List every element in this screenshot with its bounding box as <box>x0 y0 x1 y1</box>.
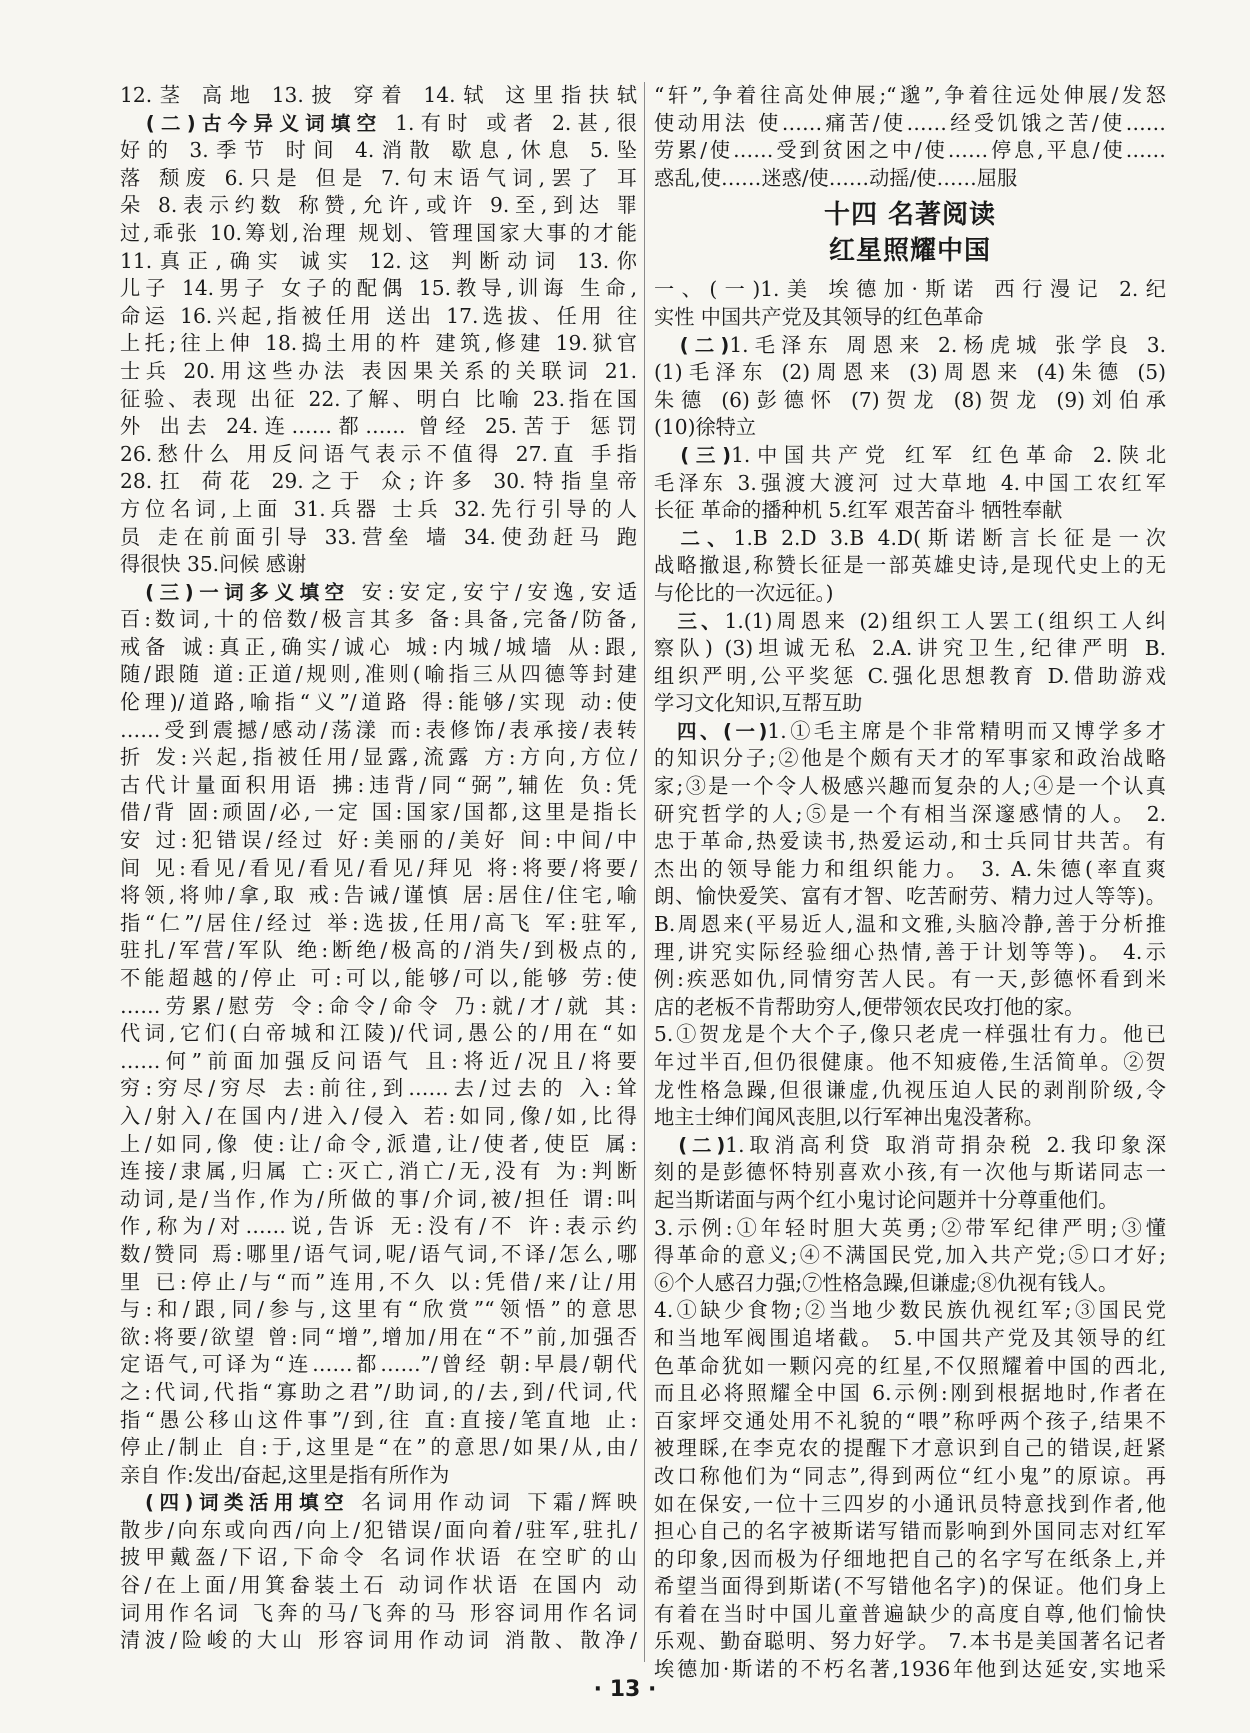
line-text: 古代计量面积用语 拂:违背/同“弼”,辅佐 负:凭 <box>120 772 637 797</box>
line-text: 实性 中国共产党及其领导的红色革命 <box>654 304 984 329</box>
text-line <box>654 690 1166 718</box>
line-text: 士兵 20.用这些办法 表因果关系的关联词 21. <box>120 358 637 383</box>
text-line <box>654 994 1166 1022</box>
line-text: 学习文化知识,互帮互助 <box>654 691 863 716</box>
text-line <box>654 1546 1166 1574</box>
line-text: 1.中国共产党 红军 红色革命 2.陕北 <box>731 442 1167 467</box>
text-line <box>120 965 637 993</box>
text-line <box>654 1628 1166 1656</box>
text-line <box>654 1601 1166 1629</box>
line-text: 希望当面得到斯诺(不写错他名字)的保证。他们身上 <box>654 1574 1166 1599</box>
line-text: 如在保安,一位十三四岁的小通讯员特意找到作者,他 <box>654 1491 1166 1516</box>
text-line <box>654 304 1166 332</box>
text-line <box>120 910 637 938</box>
text-line <box>654 332 1166 360</box>
line-text: 朗、愉快爱笑、富有才智、吃苦耐劳、精力过人等等)。 <box>654 884 1166 909</box>
text-line <box>120 137 637 165</box>
line-text: 停止/制止 自:于,这里是“在”的意思/如果/从,由/ <box>120 1435 637 1460</box>
text-line <box>120 1407 637 1435</box>
line-text: 长征 革命的播种机 5.红军 艰苦奋斗 牺牲奉献 <box>654 498 1063 523</box>
text-line <box>120 551 637 579</box>
line-text: 安 过:犯错误/经过 好:美丽的/美好 间:中间/中 <box>120 828 637 853</box>
line-text: 龙性格急躁,但很谦虚,仇视压迫人民的剥削阶级,令 <box>654 1077 1166 1102</box>
column-divider <box>644 82 645 1662</box>
text-line <box>120 496 637 524</box>
text-line <box>120 772 637 800</box>
line-text: 散步/向东或向西/向上/犯错误/面向着/驻军,驻扎/ <box>120 1517 637 1542</box>
text-line <box>120 192 637 220</box>
left-column <box>120 82 637 1655</box>
line-text: 之:代词,代指“寡助之君”/助词,的/去,到/代词,代 <box>120 1379 637 1404</box>
line-text: 入/射入/在国内/进入/侵入 若:如同,像/如,比得 <box>120 1103 637 1128</box>
text-line <box>654 580 1166 608</box>
text-line <box>120 1048 637 1076</box>
text-line <box>654 1491 1166 1519</box>
text-line <box>120 1241 637 1269</box>
line-text: 征验、表现 出征 22.了解、明白 比喻 23.指在国 <box>120 386 637 411</box>
text-line <box>654 1021 1166 1049</box>
text-line <box>654 1187 1166 1215</box>
line-text: 名词用作动词 下霜/辉映 <box>349 1490 637 1515</box>
line-text: 地主士绅们闻风丧胆,以行军神出鬼没著称。 <box>654 1105 1044 1130</box>
line-text: 1.①毛主席是个非常精明而又博学多才 <box>767 718 1166 743</box>
line-text: 亲自 作:发出/奋起,这里是指有所作为 <box>120 1462 450 1487</box>
text-line <box>654 911 1166 939</box>
text-line <box>120 1351 637 1379</box>
text-line <box>654 608 1166 636</box>
line-text: 员 走在前面引导 33.营垒 墙 34.使劲赶马 跑 <box>120 524 637 549</box>
text-line <box>654 966 1166 994</box>
text-line <box>654 276 1166 304</box>
line-text: 得革命的意义;④不满国民党,加入共产党;⑤口才好; <box>654 1243 1166 1268</box>
text-line <box>654 745 1166 773</box>
line-text: 1.取消高利贷 取消苛捐杂税 2.我印象深 <box>725 1132 1167 1157</box>
section-title: 十四 名著阅读 <box>823 200 997 231</box>
line-text: 惑乱,使……迷惑/使……动摇/使……屈服 <box>654 165 1018 190</box>
text-line <box>654 1270 1166 1298</box>
line-text: 将领,将帅/拿,取 戒:告诫/谨慎 居:居住/住宅,喻 <box>120 883 637 908</box>
line-text: 改口称他们为“同志”,得到两位“红小鬼”的原谅。再 <box>654 1463 1166 1488</box>
line-text: 朱德 (6)彭德怀 (7)贺龙 (8)贺龙 (9)刘伯承 <box>654 387 1166 412</box>
text-line <box>120 579 637 607</box>
line-text: 26.愁什么 用反问语气表示不值得 27.直 手指 <box>120 441 637 466</box>
text-line <box>654 552 1166 580</box>
line-text: 指“仁”/居住/经过 举:选拔,任用/高飞 军:驻军, <box>120 910 637 935</box>
line-text: 战略撤退,称赞长征是一部英雄史诗,是现代史上的无 <box>654 553 1166 578</box>
text-line <box>654 137 1166 165</box>
line-text: 而且必将照耀全中国 6.示例:刚到根据地时,作者在 <box>654 1381 1166 1406</box>
text-line <box>120 1462 637 1490</box>
line-text: 定语气,可译为“连……都……”/曾经 朝:早晨/朝代 <box>120 1352 637 1377</box>
text-line <box>654 856 1166 884</box>
line-text: 朵 8.表示约数 称赞,允许,或许 9.至,到达 罪 <box>120 193 637 218</box>
text-line <box>654 110 1166 138</box>
line-text: 间 见:看见/看见/看见/看见/拜见 将:将要/将要/ <box>120 855 637 880</box>
subsection-heading: (二) <box>654 1133 726 1157</box>
line-text: 百:数词,十的倍数/极言其多 备:具备,完备/防备, <box>120 607 637 632</box>
line-text: (1)毛泽东 (2)周恩来 (3)周恩来 (4)朱德 (5) <box>654 360 1166 385</box>
line-text: 年过半百,但仍很健康。他不知疲倦,生活简单。②贺 <box>654 1050 1166 1074</box>
text-line <box>654 165 1166 193</box>
line-text: 家;③是一个令人极感兴趣而复杂的人;④是一个认真 <box>654 774 1166 799</box>
line-text: “轩”,争着往高处伸展;“邈”,争着往远处伸展/发怒 <box>654 83 1166 107</box>
text-line <box>654 1573 1166 1601</box>
line-text: 好的 3.季节 时间 4.消散 歇息,休息 5.坠 <box>120 138 637 163</box>
right-column <box>654 82 1166 1684</box>
subsection-heading: 三、 <box>654 609 725 633</box>
text-line <box>120 717 637 745</box>
text-line <box>120 1627 637 1655</box>
line-text: 有着在当时中国儿童普遍缺少的高度自尊,他们愉快 <box>654 1601 1166 1626</box>
text-line <box>654 1077 1166 1105</box>
text-line <box>654 414 1166 442</box>
text-line <box>654 525 1166 553</box>
line-text: 借/背 固:顽固/必,一定 国:国家/国都,这里是指长 <box>120 800 637 825</box>
text-line <box>654 1353 1166 1381</box>
line-text: 的知识分子;②他是个颇有天才的军事家和政治战略 <box>654 746 1166 771</box>
text-line <box>654 773 1166 801</box>
right-column-top <box>654 82 1166 192</box>
text-line <box>120 1600 637 1628</box>
text-line <box>120 1324 637 1352</box>
line-text: 命运 16.兴起,指被任用 送出 17.选拔、任用 往 <box>120 303 637 328</box>
line-text: 的印象,因而极为仔细地把自己的名字写在纸条上,并 <box>654 1546 1166 1571</box>
text-line <box>654 387 1166 415</box>
text-line <box>654 883 1166 911</box>
text-line <box>654 828 1166 856</box>
text-line <box>120 855 637 883</box>
line-text: 起当斯诺面与两个红小鬼讨论问题并十分尊重他们。 <box>654 1187 1119 1212</box>
line-text: 例:疾恶如仇,同情穷苦人民。有一天,彭德怀看到米 <box>654 967 1166 992</box>
text-line <box>120 661 637 689</box>
text-line <box>120 1103 637 1131</box>
text-line <box>120 468 637 496</box>
text-line <box>654 1325 1166 1353</box>
line-text: 数/赞同 焉:哪里/语气词,呢/语气词,不译/怎么,哪 <box>120 1241 637 1266</box>
text-line <box>120 882 637 910</box>
text-line <box>120 441 637 469</box>
text-line <box>120 165 637 193</box>
text-line <box>120 1489 637 1517</box>
line-text: 清波/险峻的大山 形容词用作动词 消散、散净/ <box>120 1628 637 1653</box>
line-text: 刻的是彭德怀特别喜欢小孩,有一次他与斯诺同志一 <box>654 1160 1166 1185</box>
line-text: ……受到震撼/感动/荡漾 而:表修饰/表承接/表转 <box>120 717 637 742</box>
line-text: 研究哲学的人;⑤是一个有相当深邃感情的人。 2. <box>654 801 1166 826</box>
text-line <box>120 303 637 331</box>
text-line <box>120 1379 637 1407</box>
line-text: 1.(1)周恩来 (2)组织工人罢工(组织工人纠 <box>724 608 1166 633</box>
line-text: 百家坪交通处用不礼貌的“喂”称呼两个孩子,结果不 <box>654 1408 1166 1433</box>
line-text: 5.①贺龙是个大个子,像只老虎一样强壮有力。他已 <box>654 1022 1166 1047</box>
line-text: 1.B 2.D 3.B 4.D(斯诺断言长征是一次 <box>733 525 1166 550</box>
line-text: 连接/隶属,归属 亡:灭亡,消亡/无,没有 为:判断 <box>120 1159 637 1184</box>
text-line <box>654 1380 1166 1408</box>
line-text: 组织严明,公平奖惩 C.强化思想教育 D.借助游戏 <box>654 663 1166 688</box>
text-line <box>654 801 1166 829</box>
text-line <box>120 1213 637 1241</box>
line-text: ……何”前面加强反问语气 且:将近/况且/将要 <box>120 1048 637 1073</box>
text-line <box>120 1075 637 1103</box>
text-line <box>654 442 1166 470</box>
text-line <box>654 1435 1166 1463</box>
line-text: 与伦比的一次远征。) <box>654 580 834 605</box>
line-text: 理,讲究实际经验细心热情,善于计划等等)。 4.示 <box>654 939 1166 964</box>
line-text: 代词,它们(白帝城和江陵)/代词,愚公的/用在“如 <box>120 1021 637 1046</box>
text-line <box>120 744 637 772</box>
line-text: 欲:将要/欲望 曾:同“增”,增加/用在“不”前,加强否 <box>120 1324 637 1349</box>
subsection-heading: (三) <box>654 443 732 467</box>
text-line <box>120 634 637 662</box>
line-text: 穷:穷尽/穷尽 去:前往,到……去/过去的 入:耸 <box>120 1076 637 1101</box>
line-text: 落 颓废 6.只是 但是 7.句末语气词,罢了 耳 <box>120 165 637 190</box>
line-text: 店的老板不肯帮助穷人,便带领农民攻打他的家。 <box>654 994 1085 1019</box>
text-line <box>120 1131 637 1159</box>
line-text: 杰出的领导能力和组织能力。 3. A.朱德(率直爽 <box>654 856 1166 881</box>
line-text: 里 已:停止/与“而”连用,不久 以:凭借/来/让/用 <box>120 1269 637 1294</box>
text-line <box>654 1132 1166 1160</box>
text-line <box>654 1518 1166 1546</box>
text-line <box>120 1296 637 1324</box>
text-line <box>120 1158 637 1186</box>
line-text: 伦理)/道路,喻指“义”/道路 得:能够/实现 动:使 <box>120 690 637 715</box>
subsection-heading: 四、(一) <box>654 719 768 743</box>
line-text: 和当地军阀围追堵截。 5.中国共产党及其领导的红 <box>654 1325 1166 1350</box>
line-text: 外 出去 24.连……都…… 曾经 25.苦于 惩罚 <box>120 414 637 439</box>
text-line <box>654 1297 1166 1325</box>
line-text: 与:和/跟,同/参与,这里有“欣赏”“领悟”的意思 <box>120 1297 637 1322</box>
text-line <box>654 82 1166 110</box>
text-line <box>654 1463 1166 1491</box>
text-line <box>654 1242 1166 1270</box>
line-text: 28.扛 荷花 29.之于 众;许多 30.特指皇帝 <box>120 469 637 494</box>
text-line <box>654 359 1166 387</box>
subsection-heading: (二) <box>654 333 730 357</box>
line-text: 驻扎/军营/军队 绝:断绝/极高的/消失/到极点的, <box>120 938 637 963</box>
line-text: 劳累/使……受到贫困之中/使……停息,平息/使…… <box>654 138 1166 163</box>
line-text: (10)徐特立 <box>654 415 757 440</box>
line-text: 12.茎 高地 13.披 穿着 14.轼 这里指扶轼 <box>120 83 637 107</box>
text-line <box>120 1269 637 1297</box>
line-text: 指“愚公移山这件事”/到,往 直:直接/笔直地 止: <box>120 1407 637 1432</box>
subsection-heading: (四)词类活用填空 <box>120 1491 350 1515</box>
line-text: 埃德加·斯诺的不朽名著,1936年他到达延安,实地采 <box>654 1657 1166 1682</box>
line-text: 随/跟随 道:正道/规则,准则(喻指三从四德等封建 <box>120 662 637 687</box>
text-line <box>120 1020 637 1048</box>
text-line <box>120 275 637 303</box>
line-text: 上/如同,像 使:让/命令,派遣,让/使者,使臣 属: <box>120 1131 637 1156</box>
line-text: 色革命犹如一颗闪亮的红星,不仅照耀着中国的西北, <box>654 1353 1166 1378</box>
subsection-heading: 二、 <box>654 526 734 550</box>
line-text: 1.毛泽东 周恩来 2.杨虎城 张学良 3. <box>729 332 1167 357</box>
line-text: 乐观、勤奋聪明、努力好学。 7.本书是美国著名记者 <box>654 1629 1166 1654</box>
text-line <box>120 82 637 110</box>
text-line <box>120 110 637 138</box>
line-text: 得很快 35.问候 感谢 <box>120 552 307 577</box>
text-line <box>120 413 637 441</box>
right-column-main <box>654 276 1166 1683</box>
line-text: 上托;往上伸 18.捣土用的杵 建筑,修建 19.狱官 <box>120 331 637 356</box>
line-text: 被理睬,在李克农的提醒下才意识到自己的错误,赶紧 <box>654 1436 1166 1461</box>
text-line <box>120 248 637 276</box>
text-line <box>120 689 637 717</box>
text-line <box>120 1572 637 1600</box>
text-line <box>654 939 1166 967</box>
page-number: · 13 · <box>593 1677 657 1702</box>
text-line <box>120 606 637 634</box>
line-text: B.周恩来(平易近人,温和文雅,头脑冷静,善于分析推 <box>654 912 1166 937</box>
line-text: 4.①缺少食物;②当地少数民族仇视红军;③国民党 <box>654 1298 1166 1323</box>
line-text: ⑥个人感召力强;⑦性格急躁,但谦虚;⑧仇视有钱人。 <box>654 1270 1119 1295</box>
line-text: 儿子 14.男子 女子的配偶 15.教导,训诲 生命, <box>120 276 637 301</box>
subsection-heading: (二)古今异义词填空 <box>120 111 383 135</box>
text-line <box>120 524 637 552</box>
line-text: 3.示例:①年轻时胆大英勇;②带军纪律严明;③懂 <box>654 1215 1166 1240</box>
text-line <box>120 1517 637 1545</box>
line-text: 使动用法 使……痛苦/使……经受饥饿之苦/使…… <box>654 110 1166 135</box>
text-line <box>654 663 1166 691</box>
text-line <box>654 1408 1166 1436</box>
line-text: 安:安定,安宁/安逸,安适 <box>349 579 637 604</box>
line-text: 作,称为/对……说,告诉 无:没有/不 许:表示约 <box>120 1214 637 1239</box>
subsection-heading: (三)一词多义填空 <box>120 580 350 604</box>
text-line <box>120 1434 637 1462</box>
text-line <box>120 799 637 827</box>
line-text: 察队) (3)坦诚无私 2.A.讲究卫生,纪律严明 B. <box>654 636 1166 661</box>
line-text: 方位名词,上面 31.兵器 士兵 32.先行引导的人 <box>120 496 637 521</box>
line-text: 毛泽东 3.强渡大渡河 过大草地 4.中国工农红军 <box>654 470 1166 495</box>
text-line <box>120 358 637 386</box>
text-line <box>120 1544 637 1572</box>
line-text: 戒备 诚:真正,确实/诚心 城:内城/城墙 从:跟, <box>120 634 637 659</box>
line-text: 过,乖张 10.筹划,治理 规划、管理国家大事的才能 <box>120 220 637 245</box>
line-text: ……劳累/慰劳 令:命令/命令 乃:就/才/就 其: <box>120 993 637 1018</box>
text-line <box>120 993 637 1021</box>
line-text: 动词,是/当作,作为/所做的事/介词,被/担任 谓:叫 <box>120 1186 637 1211</box>
line-text: 不能超越的/停止 可:可以,能够/可以,能够 劳:使 <box>120 966 637 990</box>
text-line <box>654 635 1166 663</box>
text-line <box>654 470 1166 498</box>
line-text: 担心自己的名字被斯诺写错而影响到外国同志对红军 <box>654 1519 1166 1544</box>
line-text: 忠于革命,热爱读书,热爱运动,和士兵同甘共苦。有 <box>654 829 1166 854</box>
text-line <box>120 827 637 855</box>
text-line <box>654 497 1166 525</box>
line-text: 1.有时 或者 2.甚,很 <box>382 110 637 135</box>
line-text: 词用作名词 飞奔的马/飞奔的马 形容词用作名词 <box>120 1600 637 1625</box>
text-line <box>120 220 637 248</box>
line-text: 谷/在上面/用箕畚装土石 动词作状语 在国内 动 <box>120 1573 637 1598</box>
text-line <box>120 386 637 414</box>
text-line <box>654 1159 1166 1187</box>
line-text: 折 发:兴起,指被任用/显露,流露 方:方向,方位/ <box>120 745 637 770</box>
line-text: 一、(一)1.美 埃德加·斯诺 西行漫记 2.纪 <box>654 277 1166 302</box>
text-line <box>120 1186 637 1214</box>
text-line <box>654 718 1166 746</box>
text-line <box>120 330 637 358</box>
line-text: 11.真正,确实 诚实 12.这 判断动词 13.你 <box>120 248 637 273</box>
text-line <box>120 937 637 965</box>
book-title: 红星照耀中国 <box>828 236 991 267</box>
line-text: 披甲戴盔/下诏,下命令 名词作状语 在空旷的山 <box>120 1545 637 1570</box>
text-line <box>654 1215 1166 1243</box>
text-line <box>654 1104 1166 1132</box>
text-line <box>654 1049 1166 1077</box>
